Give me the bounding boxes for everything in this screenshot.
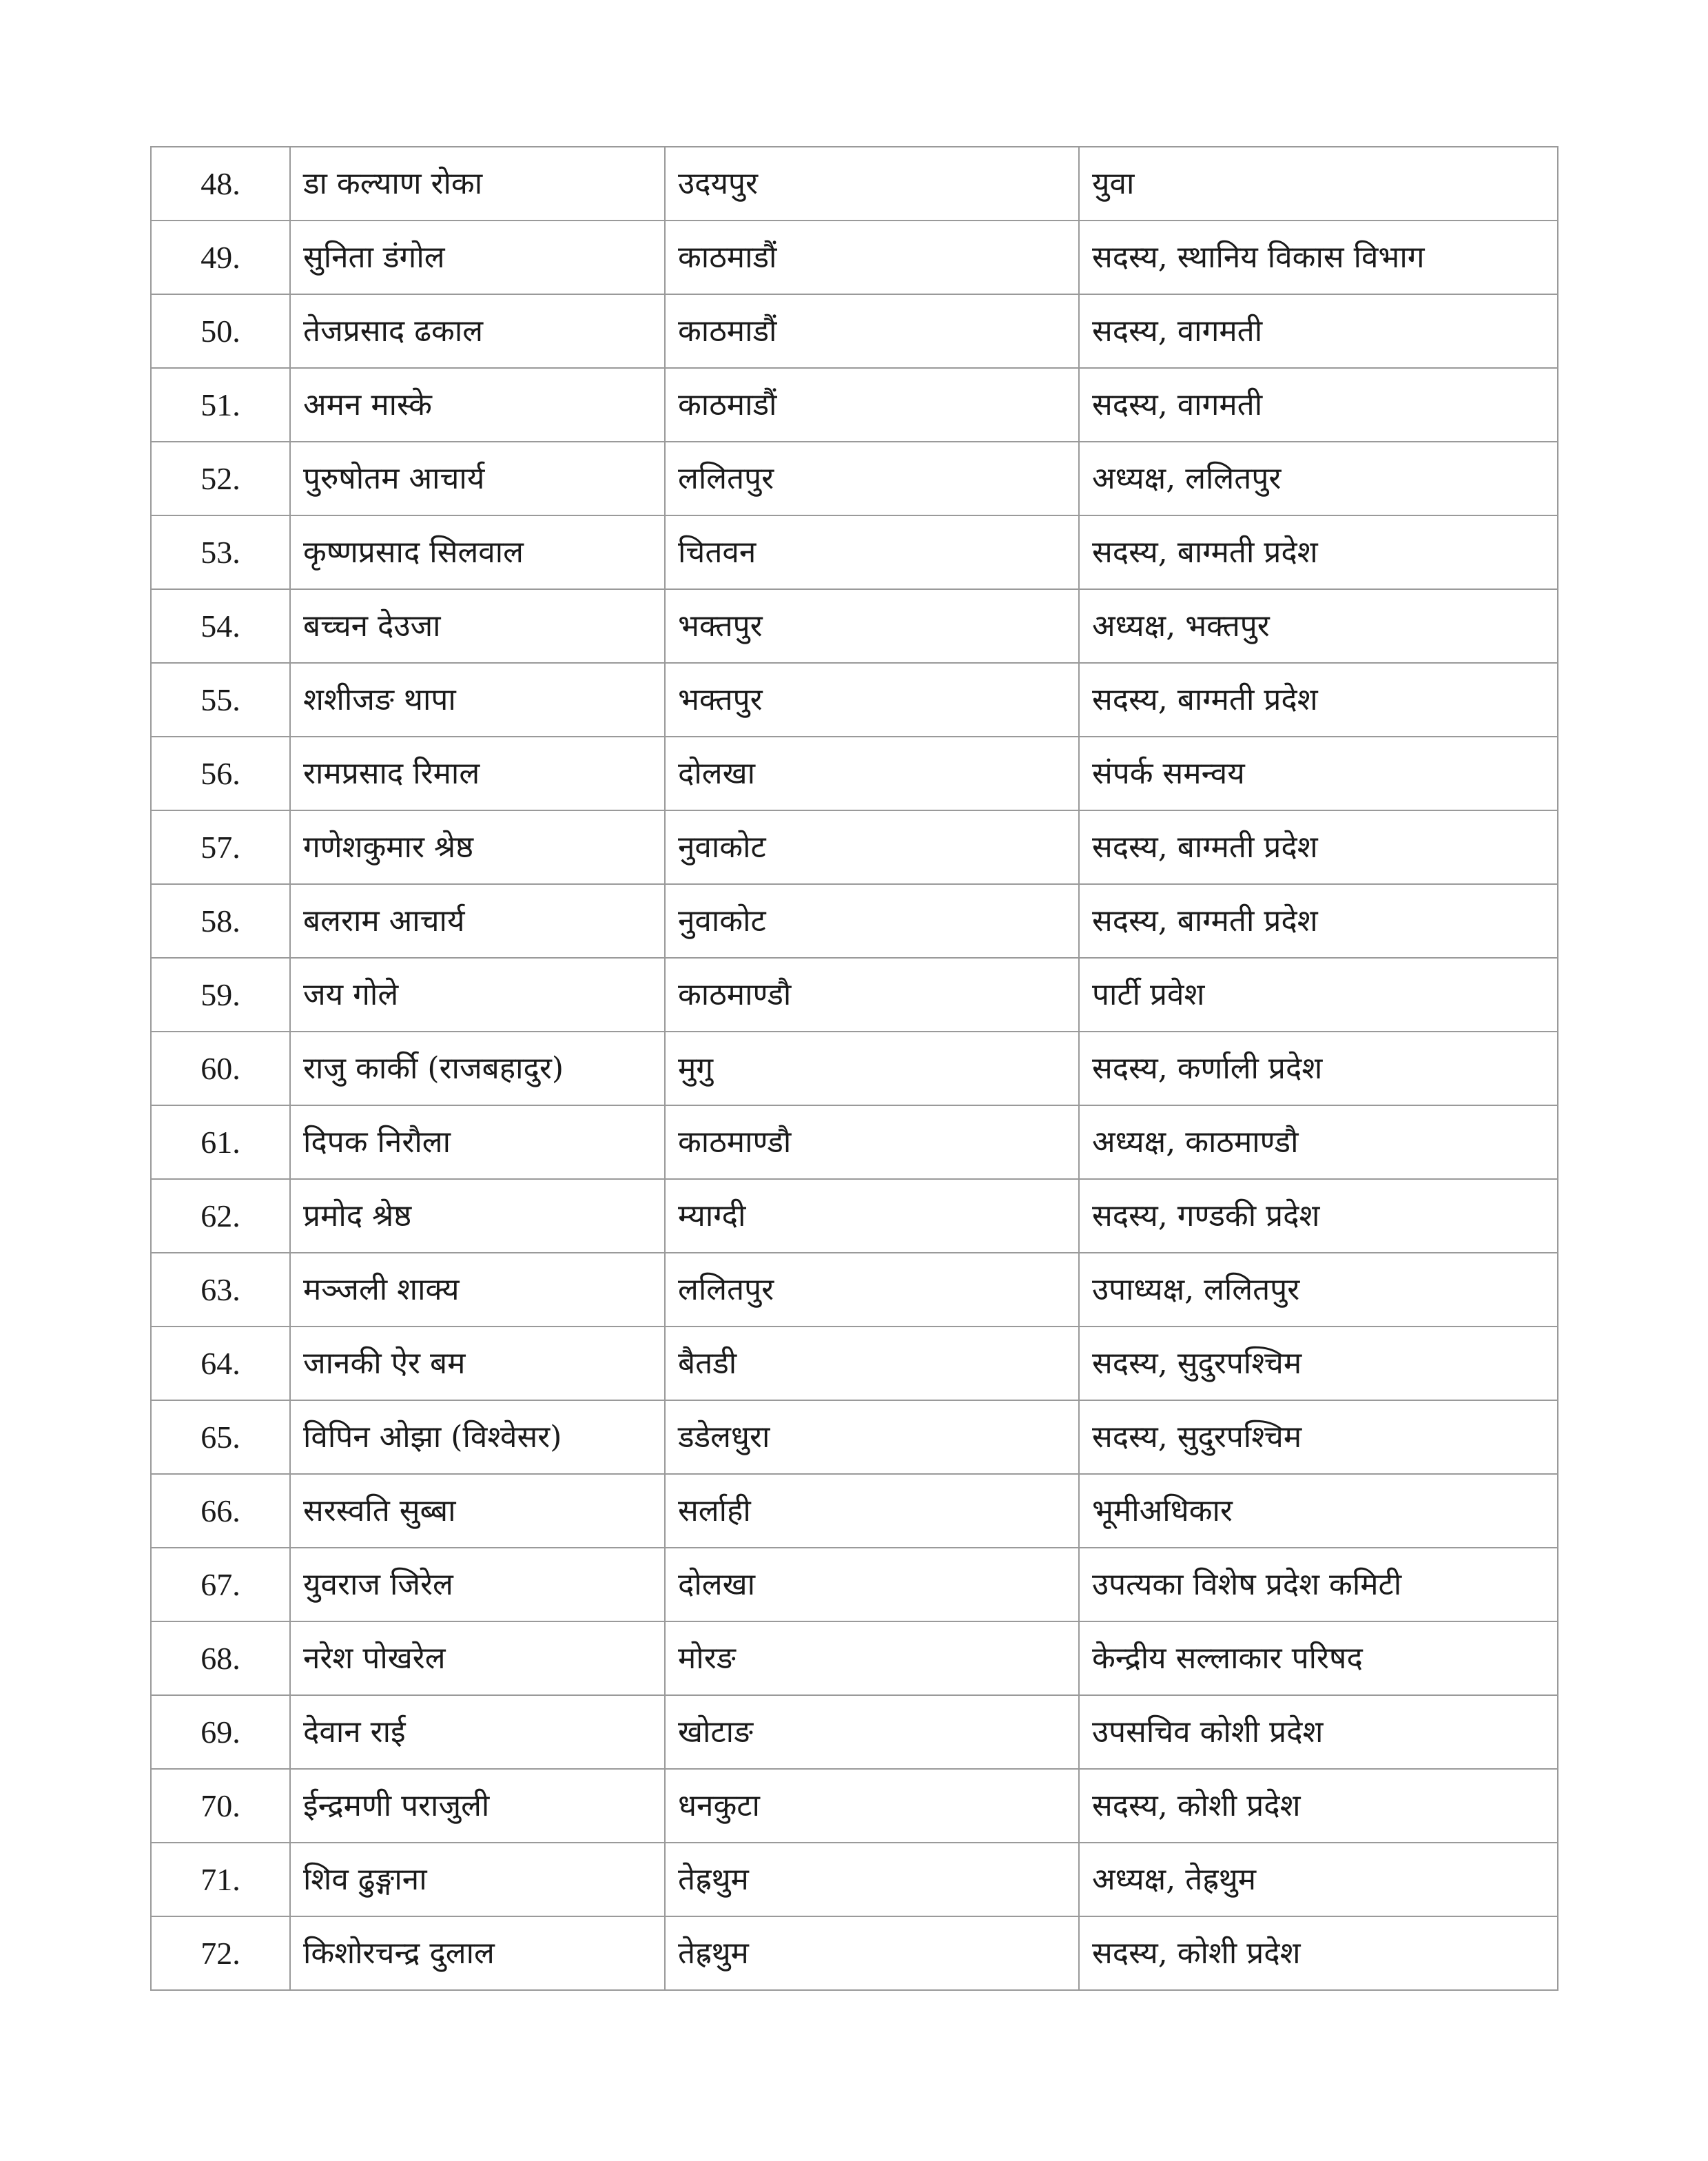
- district: भक्तपुर: [665, 663, 1079, 737]
- role: सदस्य, कोशी प्रदेश: [1079, 1916, 1558, 1990]
- role: उपत्यका विशेष प्रदेश कमिटी: [1079, 1548, 1558, 1621]
- table-row: [151, 294, 1558, 368]
- district: दोलखा: [665, 1548, 1079, 1621]
- role: सदस्य, सुदुरपश्चिम: [1079, 1400, 1558, 1474]
- row-number: 51.: [151, 368, 290, 442]
- district: काठमाडौं: [665, 221, 1079, 294]
- role: सदस्य, बाग्मती प्रदेश: [1079, 884, 1558, 958]
- district: नुवाकोट: [665, 810, 1079, 884]
- row-number: 63.: [151, 1253, 290, 1327]
- role: सदस्य, वागमती: [1079, 368, 1558, 442]
- district: डडेलधुरा: [665, 1400, 1079, 1474]
- row-number: 58.: [151, 884, 290, 958]
- role: सदस्य, वागमती: [1079, 294, 1558, 368]
- member-name: विपिन ओझा (विश्वेसर): [290, 1400, 665, 1474]
- row-number: 57.: [151, 810, 290, 884]
- role: अध्यक्ष, भक्तपुर: [1079, 589, 1558, 663]
- member-name: शशीजङ थापा: [290, 663, 665, 737]
- row-number: 71.: [151, 1843, 290, 1916]
- table-row: [151, 1916, 1558, 1990]
- table-row: [151, 589, 1558, 663]
- table-row: [151, 810, 1558, 884]
- table-row: [151, 1327, 1558, 1400]
- table-row: [151, 1621, 1558, 1695]
- member-name: पुरुषोतम आचार्य: [290, 442, 665, 515]
- member-name: डा कल्याण रोका: [290, 147, 665, 221]
- row-number: 69.: [151, 1695, 290, 1769]
- district: ललितपुर: [665, 442, 1079, 515]
- role: संपर्क समन्वय: [1079, 737, 1558, 810]
- member-name: बच्चन देउजा: [290, 589, 665, 663]
- row-number: 68.: [151, 1621, 290, 1695]
- table-row: [151, 1695, 1558, 1769]
- district: काठमाडौं: [665, 368, 1079, 442]
- table-row: [151, 221, 1558, 294]
- row-number: 62.: [151, 1179, 290, 1253]
- row-number: 52.: [151, 442, 290, 515]
- role: सदस्य, कर्णाली प्रदेश: [1079, 1032, 1558, 1105]
- table-row: [151, 515, 1558, 589]
- row-number: 56.: [151, 737, 290, 810]
- table-row: [151, 737, 1558, 810]
- member-name: राजु कार्की (राजबहादुर): [290, 1032, 665, 1105]
- row-number: 64.: [151, 1327, 290, 1400]
- table-row: [151, 1769, 1558, 1843]
- role: भूमीअधिकार: [1079, 1474, 1558, 1548]
- district: काठमाण्डौ: [665, 958, 1079, 1032]
- row-number: 59.: [151, 958, 290, 1032]
- district: मोरङ: [665, 1621, 1079, 1695]
- district: तेह्रथुम: [665, 1843, 1079, 1916]
- district: दोलखा: [665, 737, 1079, 810]
- table-row: [151, 958, 1558, 1032]
- row-number: 48.: [151, 147, 290, 221]
- role: अध्यक्ष, तेह्रथुम: [1079, 1843, 1558, 1916]
- member-name: कृष्णप्रसाद सिलवाल: [290, 515, 665, 589]
- role: अध्यक्ष, काठमाण्डौ: [1079, 1105, 1558, 1179]
- member-name: रामप्रसाद रिमाल: [290, 737, 665, 810]
- row-number: 72.: [151, 1916, 290, 1990]
- role: सदस्य, बाग्मती प्रदेश: [1079, 663, 1558, 737]
- table-row: [151, 884, 1558, 958]
- row-number: 66.: [151, 1474, 290, 1548]
- district: बैतडी: [665, 1327, 1079, 1400]
- district: धनकुटा: [665, 1769, 1079, 1843]
- role: सदस्य, बाग्मती प्रदेश: [1079, 515, 1558, 589]
- table-row: [151, 147, 1558, 221]
- table-row: [151, 663, 1558, 737]
- table-row: [151, 1179, 1558, 1253]
- district: काठमाडौं: [665, 294, 1079, 368]
- role: सदस्य, गण्डकी प्रदेश: [1079, 1179, 1558, 1253]
- member-name: बलराम आचार्य: [290, 884, 665, 958]
- row-number: 53.: [151, 515, 290, 589]
- role: सदस्य, सुदुरपश्चिम: [1079, 1327, 1558, 1400]
- member-name: जानकी ऐर बम: [290, 1327, 665, 1400]
- role: सदस्य, स्थानिय विकास विभाग: [1079, 221, 1558, 294]
- role: सदस्य, कोशी प्रदेश: [1079, 1769, 1558, 1843]
- row-number: 70.: [151, 1769, 290, 1843]
- table-row: [151, 1253, 1558, 1327]
- member-name: जय गोले: [290, 958, 665, 1032]
- role: युवा: [1079, 147, 1558, 221]
- district: सर्लाही: [665, 1474, 1079, 1548]
- row-number: 61.: [151, 1105, 290, 1179]
- role: सदस्य, बाग्मती प्रदेश: [1079, 810, 1558, 884]
- row-number: 54.: [151, 589, 290, 663]
- member-name: किशोरचन्द्र दुलाल: [290, 1916, 665, 1990]
- table-row: [151, 1032, 1558, 1105]
- table-row: [151, 1105, 1558, 1179]
- table-row: [151, 1400, 1558, 1474]
- district: ललितपुर: [665, 1253, 1079, 1327]
- member-name: गणेशकुमार श्रेष्ठ: [290, 810, 665, 884]
- row-number: 50.: [151, 294, 290, 368]
- role: उपसचिव कोशी प्रदेश: [1079, 1695, 1558, 1769]
- district: तेह्रथुम: [665, 1916, 1079, 1990]
- table-row: [151, 1548, 1558, 1621]
- member-name: सरस्वति सुब्बा: [290, 1474, 665, 1548]
- district: खोटाङ: [665, 1695, 1079, 1769]
- member-name: सुनिता डंगोल: [290, 221, 665, 294]
- table-row: [151, 368, 1558, 442]
- member-name: ईन्द्रमणी पराजुली: [290, 1769, 665, 1843]
- district: काठमाण्डौ: [665, 1105, 1079, 1179]
- member-name: अमन मास्के: [290, 368, 665, 442]
- member-table: [150, 146, 1558, 1991]
- member-name: तेजप्रसाद ढकाल: [290, 294, 665, 368]
- table-row: [151, 1843, 1558, 1916]
- district: उदयपुर: [665, 147, 1079, 221]
- role: अध्यक्ष, ललितपुर: [1079, 442, 1558, 515]
- member-name: प्रमोद श्रेष्ठ: [290, 1179, 665, 1253]
- row-number: 55.: [151, 663, 290, 737]
- row-number: 49.: [151, 221, 290, 294]
- member-name: नरेश पोखरेल: [290, 1621, 665, 1695]
- row-number: 67.: [151, 1548, 290, 1621]
- member-name: युवराज जिरेल: [290, 1548, 665, 1621]
- member-table-body: [151, 147, 1558, 1990]
- table-row: [151, 1474, 1558, 1548]
- table-row: [151, 442, 1558, 515]
- district: नुवाकोट: [665, 884, 1079, 958]
- row-number: 65.: [151, 1400, 290, 1474]
- role: उपाध्यक्ष, ललितपुर: [1079, 1253, 1558, 1327]
- district: भक्तपुर: [665, 589, 1079, 663]
- member-name: देवान राई: [290, 1695, 665, 1769]
- district: म्याग्दी: [665, 1179, 1079, 1253]
- member-name: दिपक निरौला: [290, 1105, 665, 1179]
- row-number: 60.: [151, 1032, 290, 1105]
- role: केन्द्रीय सल्लाकार परिषद: [1079, 1621, 1558, 1695]
- member-name: शिव ढुङ्गाना: [290, 1843, 665, 1916]
- role: पार्टी प्रवेश: [1079, 958, 1558, 1032]
- district: चितवन: [665, 515, 1079, 589]
- district: मुगु: [665, 1032, 1079, 1105]
- member-name: मञ्जली शाक्य: [290, 1253, 665, 1327]
